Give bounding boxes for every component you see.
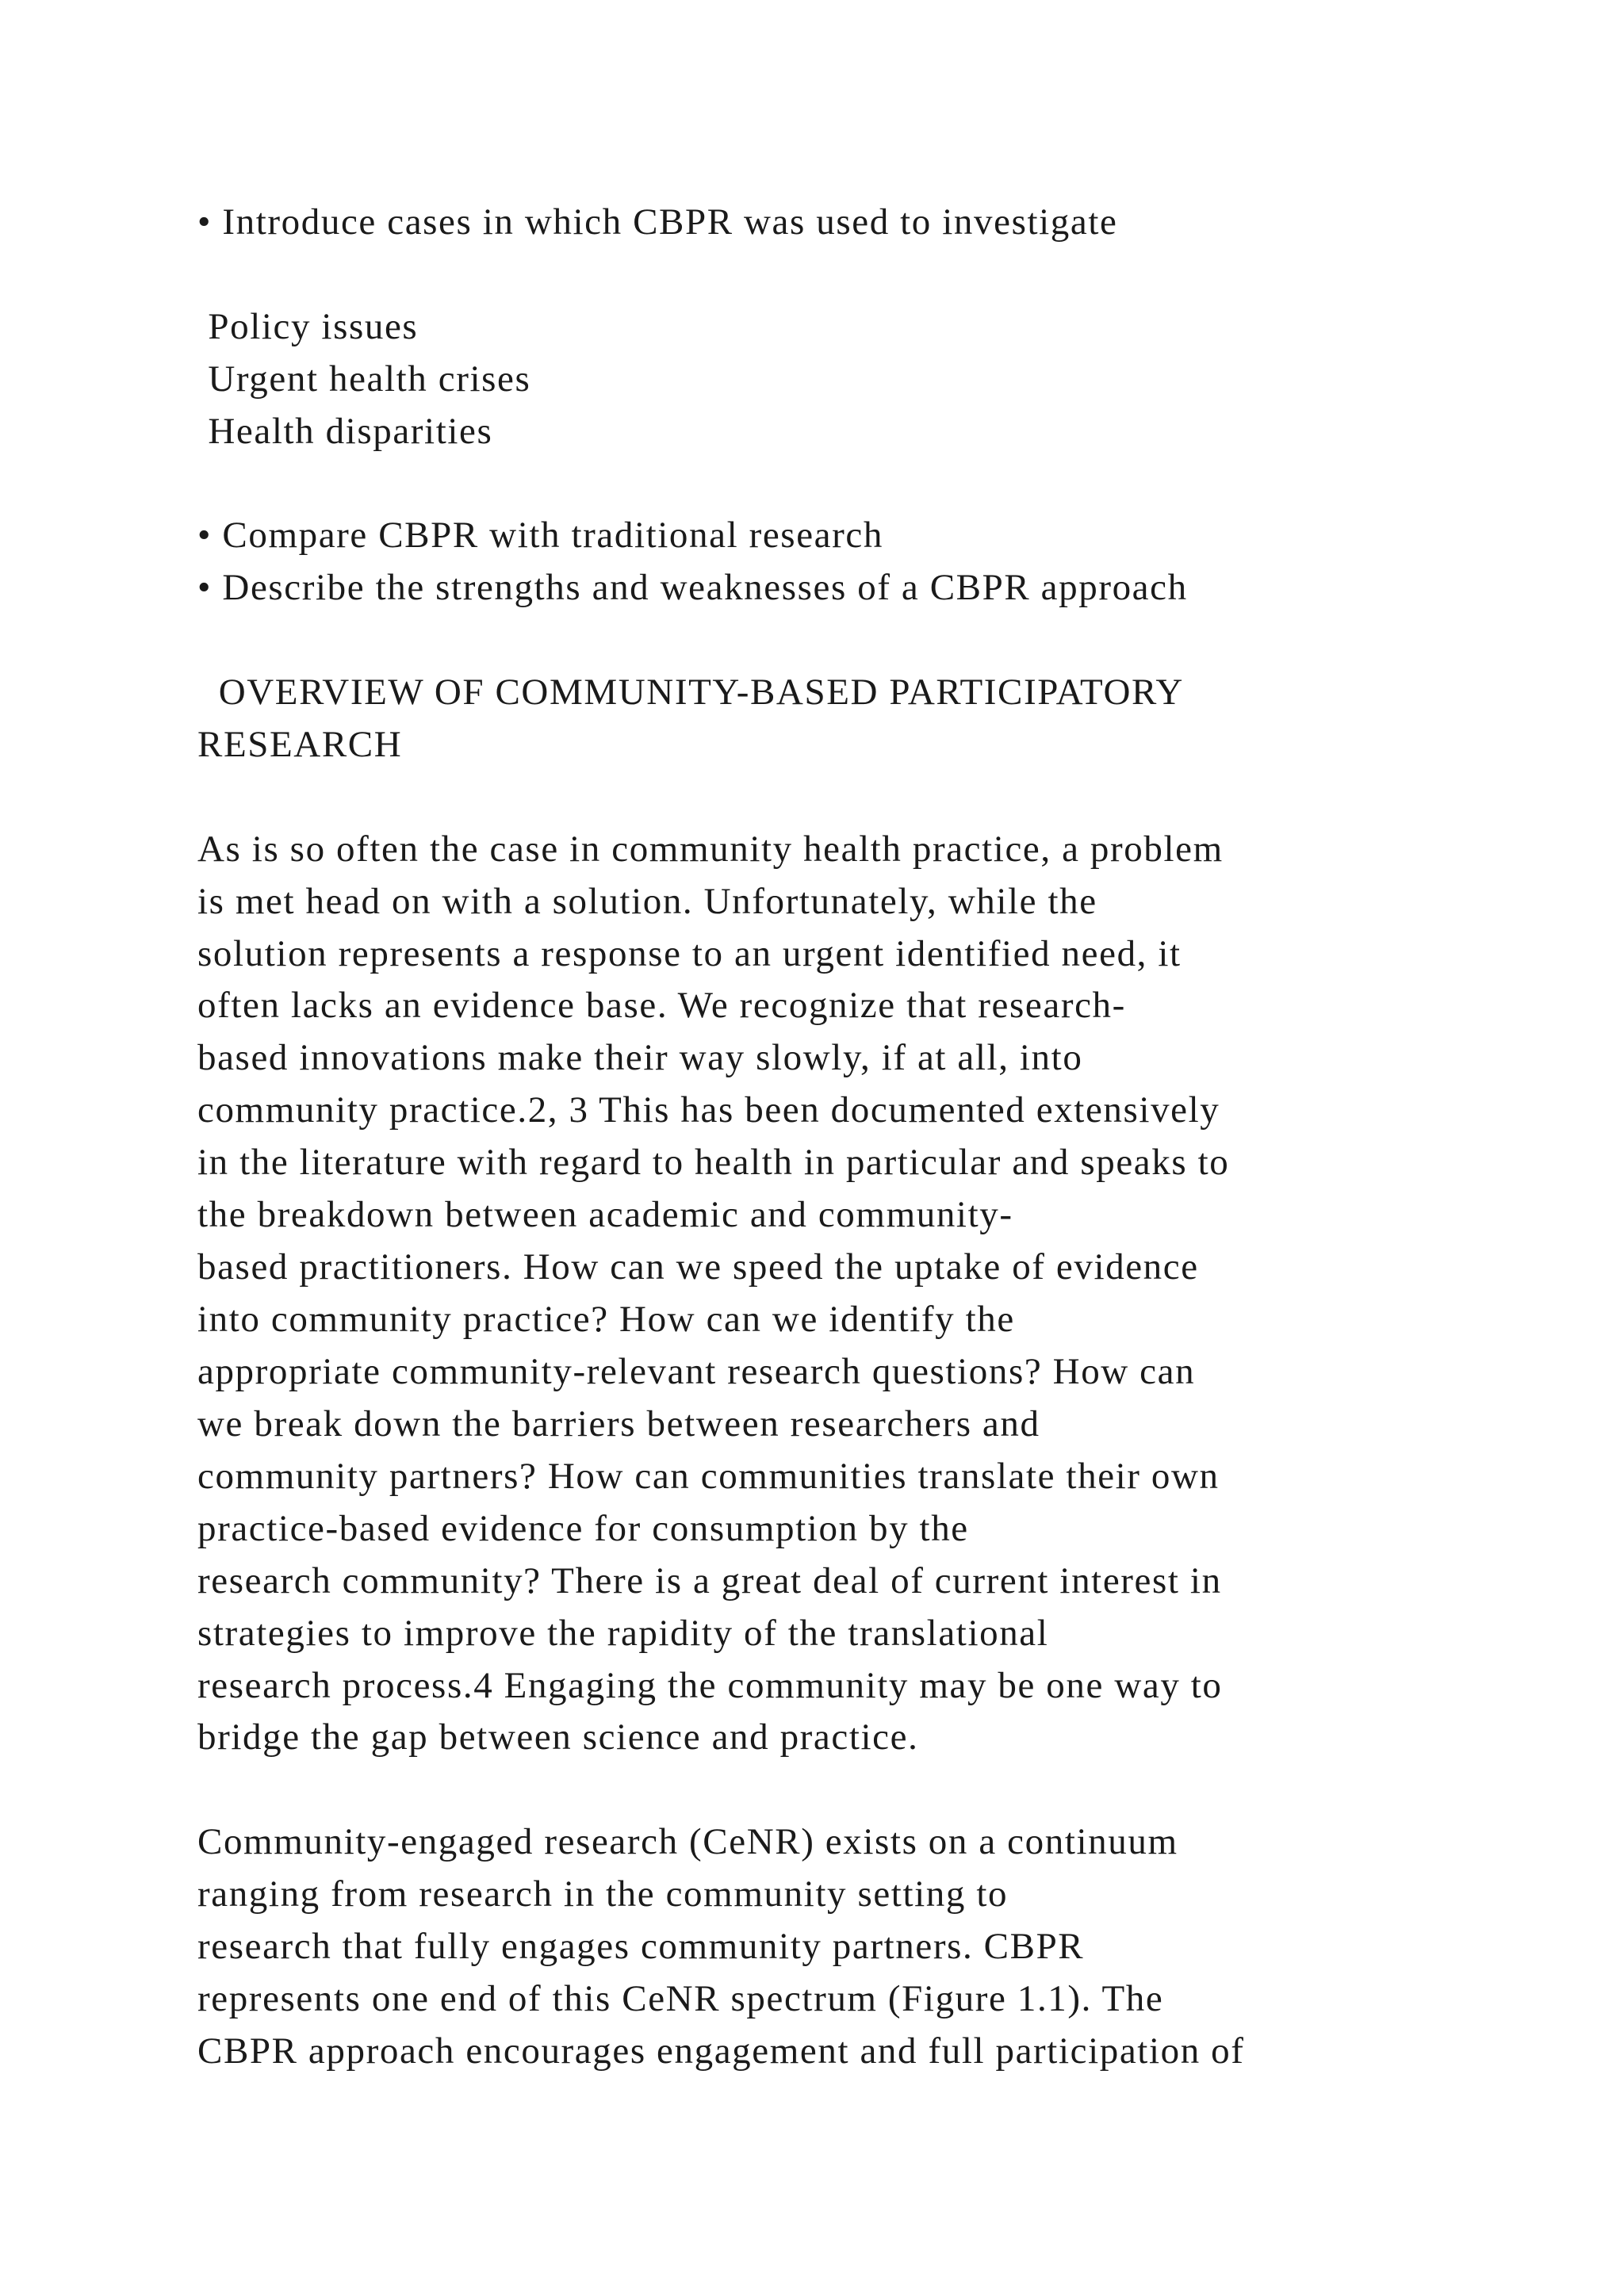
paragraph-line: strategies to improve the rapidity of the translational — [197, 1613, 1049, 1654]
paragraph-line: the breakdown between academic and community- — [197, 1194, 1013, 1235]
paragraph-line: community practice.2, 3 This has been documented extensively — [197, 1089, 1220, 1131]
paragraph-line: research community? There is a great deal of current interest in — [197, 1560, 1222, 1601]
paragraph-line: into community practice? How can we identify the — [197, 1299, 1015, 1340]
objective-subitem-disparities: Health disparities — [197, 411, 493, 452]
paragraph-line: we break down the barriers between researchers and — [197, 1403, 1040, 1445]
paragraph-line: often lacks an evidence base. We recognize that research- — [197, 985, 1126, 1026]
paragraph-line: CBPR approach encourages engagement and full participation of — [197, 2030, 1245, 2072]
paragraph-line: research that fully engages community partners. CBPR — [197, 1926, 1085, 1967]
paragraph-line: ranging from research in the community setting to — [197, 1873, 1009, 1915]
paragraph-line: in the literature with regard to health in particular and speaks to — [197, 1142, 1230, 1183]
objective-describe: • Describe the strengths and weaknesses of a CBPR approach — [197, 567, 1188, 608]
objective-intro: • Introduce cases in which CBPR was used to investigate — [197, 201, 1118, 243]
paragraph-line: solution represents a response to an urgent identified need, it — [197, 933, 1182, 974]
paragraph-line: community partners? How can communities translate their own — [197, 1456, 1220, 1497]
paragraph-line: based practitioners. How can we speed the uptake of evidence — [197, 1246, 1199, 1288]
paragraph-line: bridge the gap between science and practice. — [197, 1716, 919, 1758]
objective-subitem-crises: Urgent health crises — [197, 358, 531, 400]
paragraph-line: appropriate community-relevant research questions? How can — [197, 1351, 1196, 1392]
paragraph-line: Community-engaged research (CeNR) exists on a continuum — [197, 1821, 1178, 1862]
paragraph-line: is met head on with a solution. Unfortunately, while the — [197, 881, 1097, 922]
objective-compare: • Compare CBPR with traditional research — [197, 515, 883, 556]
objective-subitem-policy: Policy issues — [197, 306, 419, 347]
section-heading-line-1: OVERVIEW OF COMMUNITY-BASED PARTICIPATORY — [197, 672, 1184, 713]
paragraph-line: research process.4 Engaging the community may be one way to — [197, 1665, 1223, 1706]
paragraph-line: represents one end of this CeNR spectrum (Figure 1.1). The — [197, 1978, 1164, 2019]
section-heading-line-2: RESEARCH — [197, 724, 403, 765]
paragraph-line: As is so often the case in community health practice, a problem — [197, 828, 1224, 870]
paragraph-line: practice-based evidence for consumption by the — [197, 1508, 969, 1549]
paragraph-line: based innovations make their way slowly, if at all, into — [197, 1037, 1083, 1078]
